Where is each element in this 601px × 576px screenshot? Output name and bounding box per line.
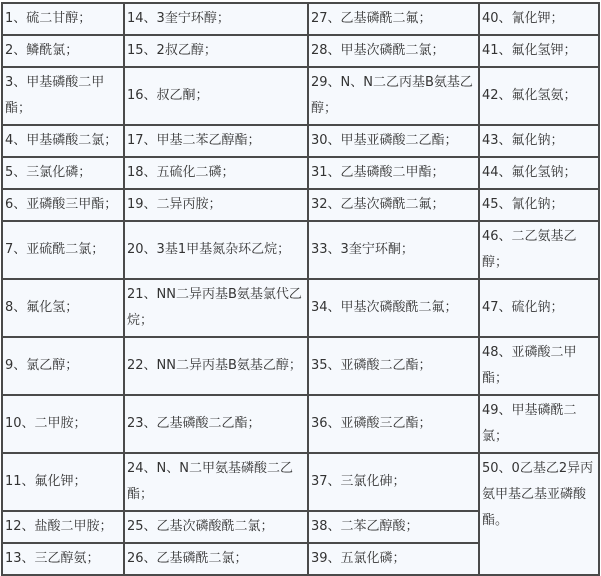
table-cell: 26、乙基磷酰二氯； xyxy=(124,543,308,575)
table-cell: 14、3奎宁环醇； xyxy=(124,3,308,35)
table-cell: 39、五氯化磷； xyxy=(308,543,479,575)
table-cell: 38、二苯乙醇酸； xyxy=(308,511,479,543)
table-cell: 17、甲基二苯乙醇酯； xyxy=(124,125,308,157)
table-cell: 24、N、N二甲氨基磷酸二乙酯； xyxy=(124,453,308,511)
table-row xyxy=(2,279,599,337)
table-row xyxy=(2,125,599,157)
table-cell: 19、二异丙胺； xyxy=(124,189,308,221)
table-cell: 44、氟化氢钠； xyxy=(479,157,599,189)
table-row xyxy=(2,67,599,125)
table-row xyxy=(2,3,599,35)
table-cell: 6、亚磷酸三甲酯； xyxy=(2,189,124,221)
table-cell: 42、氟化氢氨； xyxy=(479,67,599,125)
table-cell: 28、甲基次磷酰二氯； xyxy=(308,35,479,67)
table-row xyxy=(2,453,599,511)
chemical-list-table xyxy=(1,2,600,576)
table-row xyxy=(2,189,599,221)
table-cell: 31、乙基磷酸二甲酯； xyxy=(308,157,479,189)
table-cell: 7、亚硫酰二氯； xyxy=(2,221,124,279)
table-cell: 48、亚磷酸二甲酯； xyxy=(479,337,599,395)
table-cell: 16、叔乙酮； xyxy=(124,67,308,125)
table-cell: 8、氟化氢； xyxy=(2,279,124,337)
table-row xyxy=(2,221,599,279)
table-cell: 23、乙基磷酸二乙酯； xyxy=(124,395,308,453)
table-cell: 2、鳞酰氯； xyxy=(2,35,124,67)
table-cell: 45、氰化钠； xyxy=(479,189,599,221)
table-row xyxy=(2,157,599,189)
table-cell: 30、甲基亚磷酸二乙酯； xyxy=(308,125,479,157)
table-cell: 29、N、N二乙丙基B氨基乙醇； xyxy=(308,67,479,125)
table-cell: 5、三氯化磷； xyxy=(2,157,124,189)
table-cell: 35、亚磷酸二乙酯； xyxy=(308,337,479,395)
table-cell: 9、氯乙醇； xyxy=(2,337,124,395)
table-cell: 49、甲基磷酰二氯； xyxy=(479,395,599,453)
table-cell: 25、乙基次磷酸酰二氯； xyxy=(124,511,308,543)
table-cell: 32、乙基次磷酰二氟； xyxy=(308,189,479,221)
table-row xyxy=(2,337,599,395)
table-cell: 15、2叔乙醇； xyxy=(124,35,308,67)
table-cell: 3、甲基磷酸二甲酯； xyxy=(2,67,124,125)
table-row xyxy=(2,395,599,453)
table-cell: 41、氟化氢钾； xyxy=(479,35,599,67)
table-cell: 10、二甲胺； xyxy=(2,395,124,453)
table-cell: 33、3奎宁环酮； xyxy=(308,221,479,279)
table-cell: 27、乙基磷酰二氟； xyxy=(308,3,479,35)
table-cell: 50、0乙基乙2异丙氨甲基乙基亚磷酸酯。 xyxy=(479,453,599,575)
table-cell: 4、甲基磷酸二氯； xyxy=(2,125,124,157)
table-cell: 43、氟化钠； xyxy=(479,125,599,157)
table-cell: 37、三氯化砷； xyxy=(308,453,479,511)
table-cell: 18、五硫化二磷； xyxy=(124,157,308,189)
table-cell: 22、NN二异丙基B氨基乙醇； xyxy=(124,337,308,395)
table-cell: 20、3基1甲基氮杂环乙烷； xyxy=(124,221,308,279)
table-cell: 13、三乙醇氨； xyxy=(2,543,124,575)
table-cell: 21、NN二异丙基B氨基氯代乙烷； xyxy=(124,279,308,337)
table-cell: 12、盐酸二甲胺； xyxy=(2,511,124,543)
table-cell: 46、二乙氨基乙醇； xyxy=(479,221,599,279)
table-cell: 47、硫化钠； xyxy=(479,279,599,337)
table-cell: 11、氟化钾； xyxy=(2,453,124,511)
table-cell: 36、亚磷酸三乙酯； xyxy=(308,395,479,453)
table-cell: 40、氰化钾； xyxy=(479,3,599,35)
table-row xyxy=(2,35,599,67)
table-cell: 34、甲基次磷酸酰二氟； xyxy=(308,279,479,337)
table-cell: 1、硫二甘醇； xyxy=(2,3,124,35)
